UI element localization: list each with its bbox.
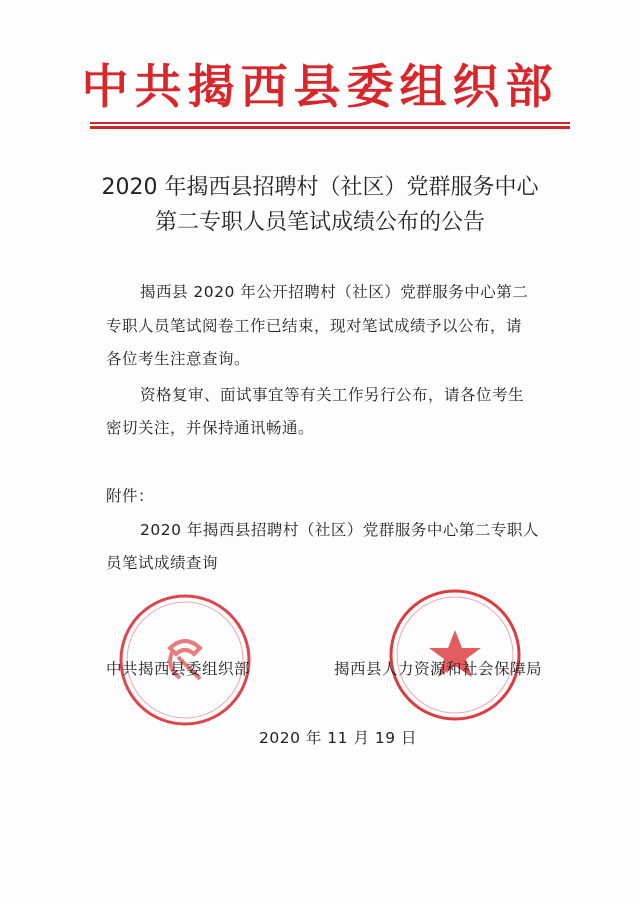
signature-right: 揭西县人力资源和社会保障局 xyxy=(334,660,543,678)
body-p2-line1: 资格复审、面试事宜等有关工作另行公布，请各位考生 xyxy=(140,386,525,404)
announcement-title-line2: 第二专职人员笔试成绩公布的公告 xyxy=(154,210,485,235)
attachment-line1: 2020 年揭西县招聘村（社区）党群服务中心第二专职人 xyxy=(140,521,539,539)
attachment-line2: 员笔试成绩查询 xyxy=(106,554,219,572)
body-p1-line3: 各位考生注意查询。 xyxy=(106,350,251,368)
body-p1-line1: 揭西县 2020 年公开招聘村（社区）党群服务中心第二 xyxy=(140,283,529,301)
attachment-label: 附件： xyxy=(106,487,155,505)
body-p2-line2: 密切关注，并保持通讯畅通。 xyxy=(106,419,315,437)
body-p1-line2: 专职人员笔试阅卷工作已结束，现对笔试成绩予以公布，请 xyxy=(106,317,523,335)
letterhead-rule-thick xyxy=(90,126,570,129)
announcement-title-line1: 2020 年揭西县招聘村（社区）党群服务中心 xyxy=(101,175,539,200)
signature-left: 中共揭西县委组织部 xyxy=(106,660,251,678)
issue-date: 2020 年 11 月 19 日 xyxy=(259,729,418,747)
hr-social-security-bureau-seal xyxy=(388,588,522,722)
letterhead-rule-thin xyxy=(90,122,570,124)
letterhead-title: 中共揭西县委组织部 xyxy=(81,60,559,115)
